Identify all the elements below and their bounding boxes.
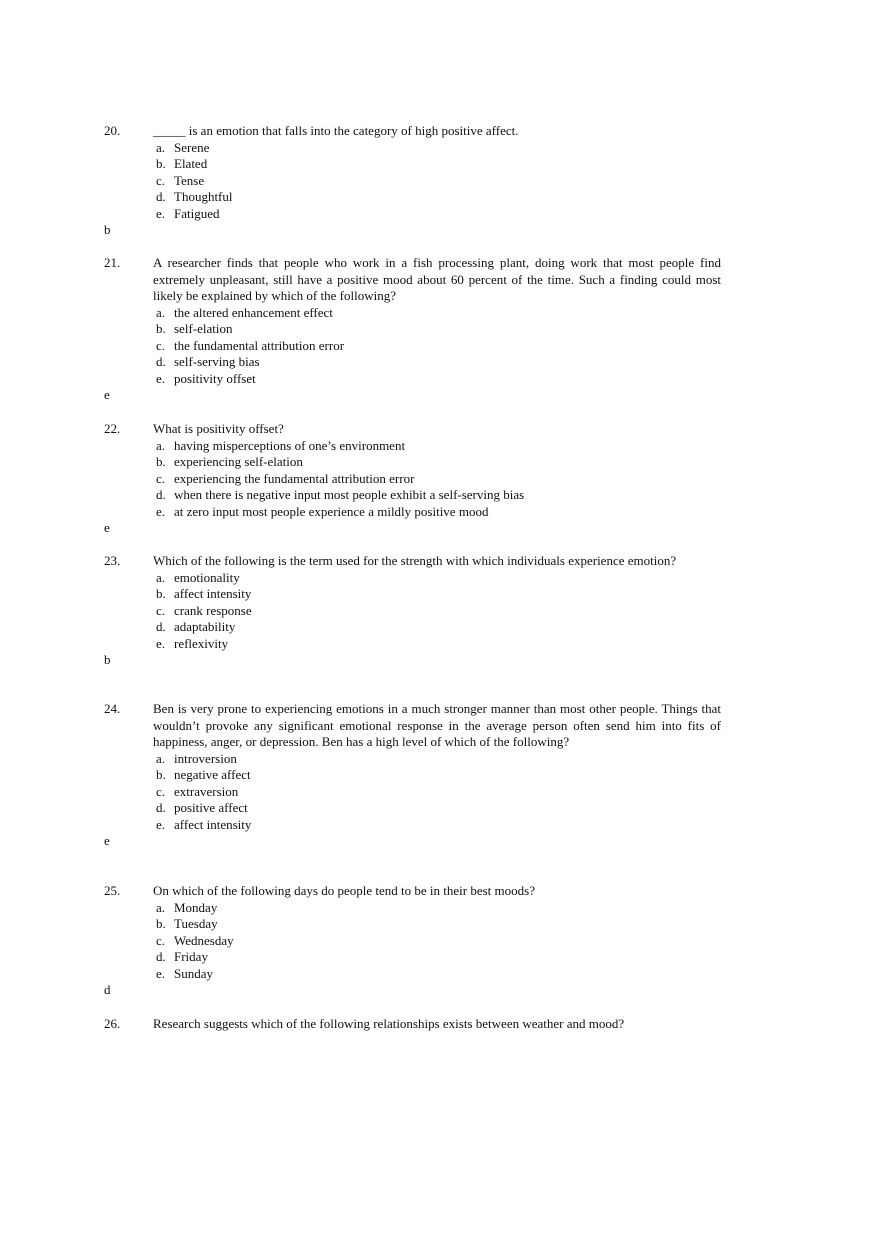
answer-key: e	[104, 833, 110, 848]
option-item	[156, 173, 724, 190]
option-letter: d.	[156, 800, 166, 815]
option-text: the fundamental attribution error	[174, 337, 345, 353]
answer-key: e	[104, 387, 110, 402]
option-letter: d.	[156, 189, 166, 204]
question-number: 23.	[104, 553, 121, 568]
option-letter: b.	[156, 916, 166, 931]
option-text: affect intensity	[174, 586, 252, 601]
option-item	[156, 949, 724, 966]
question-stem: Which of the following is the term used for the strength with which individuals experience emotion?	[153, 553, 677, 568]
option-letter: b.	[156, 454, 166, 469]
option-item	[156, 504, 724, 521]
option-item	[156, 767, 724, 784]
option-item	[156, 156, 724, 173]
option-text: at zero input most people experience a mildly positive mood	[174, 503, 489, 519]
option-letter: a.	[156, 304, 166, 320]
question-block	[104, 255, 724, 404]
option-letter: e.	[156, 965, 166, 981]
option-text: when there is negative input most people exhibit a self-serving bias	[174, 487, 525, 502]
answer-key: d	[104, 982, 111, 997]
option-text: reflexivity	[174, 635, 229, 651]
option-letter: c.	[156, 172, 166, 188]
option-letter: e.	[156, 635, 166, 651]
question-number: 24.	[104, 701, 121, 716]
option-letter: b.	[156, 156, 166, 171]
option-item	[156, 636, 724, 653]
option-letter: c.	[156, 602, 166, 618]
options-list	[156, 570, 724, 653]
option-text: Serene	[174, 139, 210, 155]
option-letter: a.	[156, 569, 166, 585]
option-item	[156, 454, 724, 471]
option-text: Fatigued	[174, 205, 220, 221]
options-list	[156, 751, 724, 834]
option-item	[156, 751, 724, 768]
option-letter: b.	[156, 586, 166, 601]
option-item	[156, 784, 724, 801]
option-item	[156, 916, 724, 933]
option-text: experiencing self-elation	[174, 454, 303, 469]
option-text: negative affect	[174, 767, 251, 782]
question-block	[104, 701, 724, 850]
question-stem: A researcher finds that people who work in a fish processing plant, doing work that most people find extremely unpleasant, still have a positive mood about 60 percent of the time. Such a finding could most likely be explained by which of the following?	[153, 255, 721, 303]
option-text: Thoughtful	[174, 189, 233, 204]
option-item	[156, 140, 724, 157]
option-letter: d.	[156, 619, 166, 634]
question-number: 25.	[104, 883, 121, 898]
option-item	[156, 338, 724, 355]
option-item	[156, 603, 724, 620]
option-text: positive affect	[174, 800, 248, 815]
option-text: Sunday	[174, 965, 213, 981]
option-item	[156, 900, 724, 917]
option-item	[156, 487, 724, 504]
option-text: emotionality	[174, 569, 240, 585]
option-letter: c.	[156, 337, 166, 353]
question-number: 26.	[104, 1016, 121, 1031]
option-text: adaptability	[174, 619, 236, 634]
option-item	[156, 354, 724, 371]
answer-key: e	[104, 520, 110, 535]
option-letter: e.	[156, 370, 166, 386]
option-text: the altered enhancement effect	[174, 304, 333, 320]
option-letter: c.	[156, 470, 166, 486]
option-item	[156, 371, 724, 388]
option-text: introversion	[174, 750, 237, 766]
options-list	[156, 438, 724, 521]
option-text: having misperceptions of one’s environment	[174, 437, 406, 453]
option-item	[156, 619, 724, 636]
question-stem: _____ is an emotion that falls into the category of high positive affect.	[153, 123, 519, 138]
option-letter: a.	[156, 899, 166, 915]
option-text: experiencing the fundamental attribution error	[174, 470, 415, 486]
option-item	[156, 933, 724, 950]
option-text: Elated	[174, 156, 208, 171]
option-letter: c.	[156, 783, 166, 799]
option-letter: a.	[156, 139, 166, 155]
option-text: Monday	[174, 899, 218, 915]
option-text: affect intensity	[174, 816, 252, 832]
option-item	[156, 471, 724, 488]
question-stem: Ben is very prone to experiencing emotions in a much stronger manner than most other people. Things that wouldn’t provoke any significant emotional response in the average person often send him into fits of happiness, anger, or depression. Ben has a high level of which of the following?	[153, 701, 721, 749]
option-text: positivity offset	[174, 370, 256, 386]
question-stem: Research suggests which of the following relationships exists between weather and mood?	[153, 1016, 625, 1031]
options-list	[156, 305, 724, 388]
option-letter: d.	[156, 949, 166, 964]
option-letter: e.	[156, 503, 166, 519]
question-stem: On which of the following days do people tend to be in their best moods?	[153, 883, 535, 898]
option-item	[156, 206, 724, 223]
option-letter: a.	[156, 750, 166, 766]
answer-key: b	[104, 652, 111, 667]
option-item	[156, 570, 724, 587]
option-text: self-elation	[174, 321, 233, 336]
option-item	[156, 438, 724, 455]
option-letter: e.	[156, 816, 166, 832]
option-letter: b.	[156, 767, 166, 782]
option-letter: d.	[156, 487, 166, 502]
option-text: Tuesday	[174, 916, 218, 931]
option-item	[156, 586, 724, 603]
option-item	[156, 817, 724, 834]
option-item	[156, 305, 724, 322]
answer-key: b	[104, 222, 111, 237]
question-block	[104, 1016, 724, 1033]
question-block	[104, 553, 724, 669]
option-text: crank response	[174, 602, 252, 618]
option-text: extraversion	[174, 783, 239, 799]
question-block	[104, 883, 724, 999]
option-text: self-serving bias	[174, 354, 260, 369]
option-letter: c.	[156, 932, 166, 948]
option-text: Tense	[174, 172, 205, 188]
option-item	[156, 966, 724, 983]
option-item	[156, 800, 724, 817]
option-text: Wednesday	[174, 932, 234, 948]
question-number: 22.	[104, 421, 121, 436]
question-number: 20.	[104, 123, 121, 138]
option-letter: b.	[156, 321, 166, 336]
option-letter: a.	[156, 437, 166, 453]
option-item	[156, 189, 724, 206]
question-block	[104, 421, 724, 537]
question-number: 21.	[104, 255, 121, 270]
question-stem: What is positivity offset?	[153, 421, 284, 436]
option-letter: e.	[156, 205, 166, 221]
option-text: Friday	[174, 949, 208, 964]
question-block	[104, 123, 724, 239]
options-list	[156, 900, 724, 983]
option-item	[156, 321, 724, 338]
options-list	[156, 140, 724, 223]
option-letter: d.	[156, 354, 166, 369]
